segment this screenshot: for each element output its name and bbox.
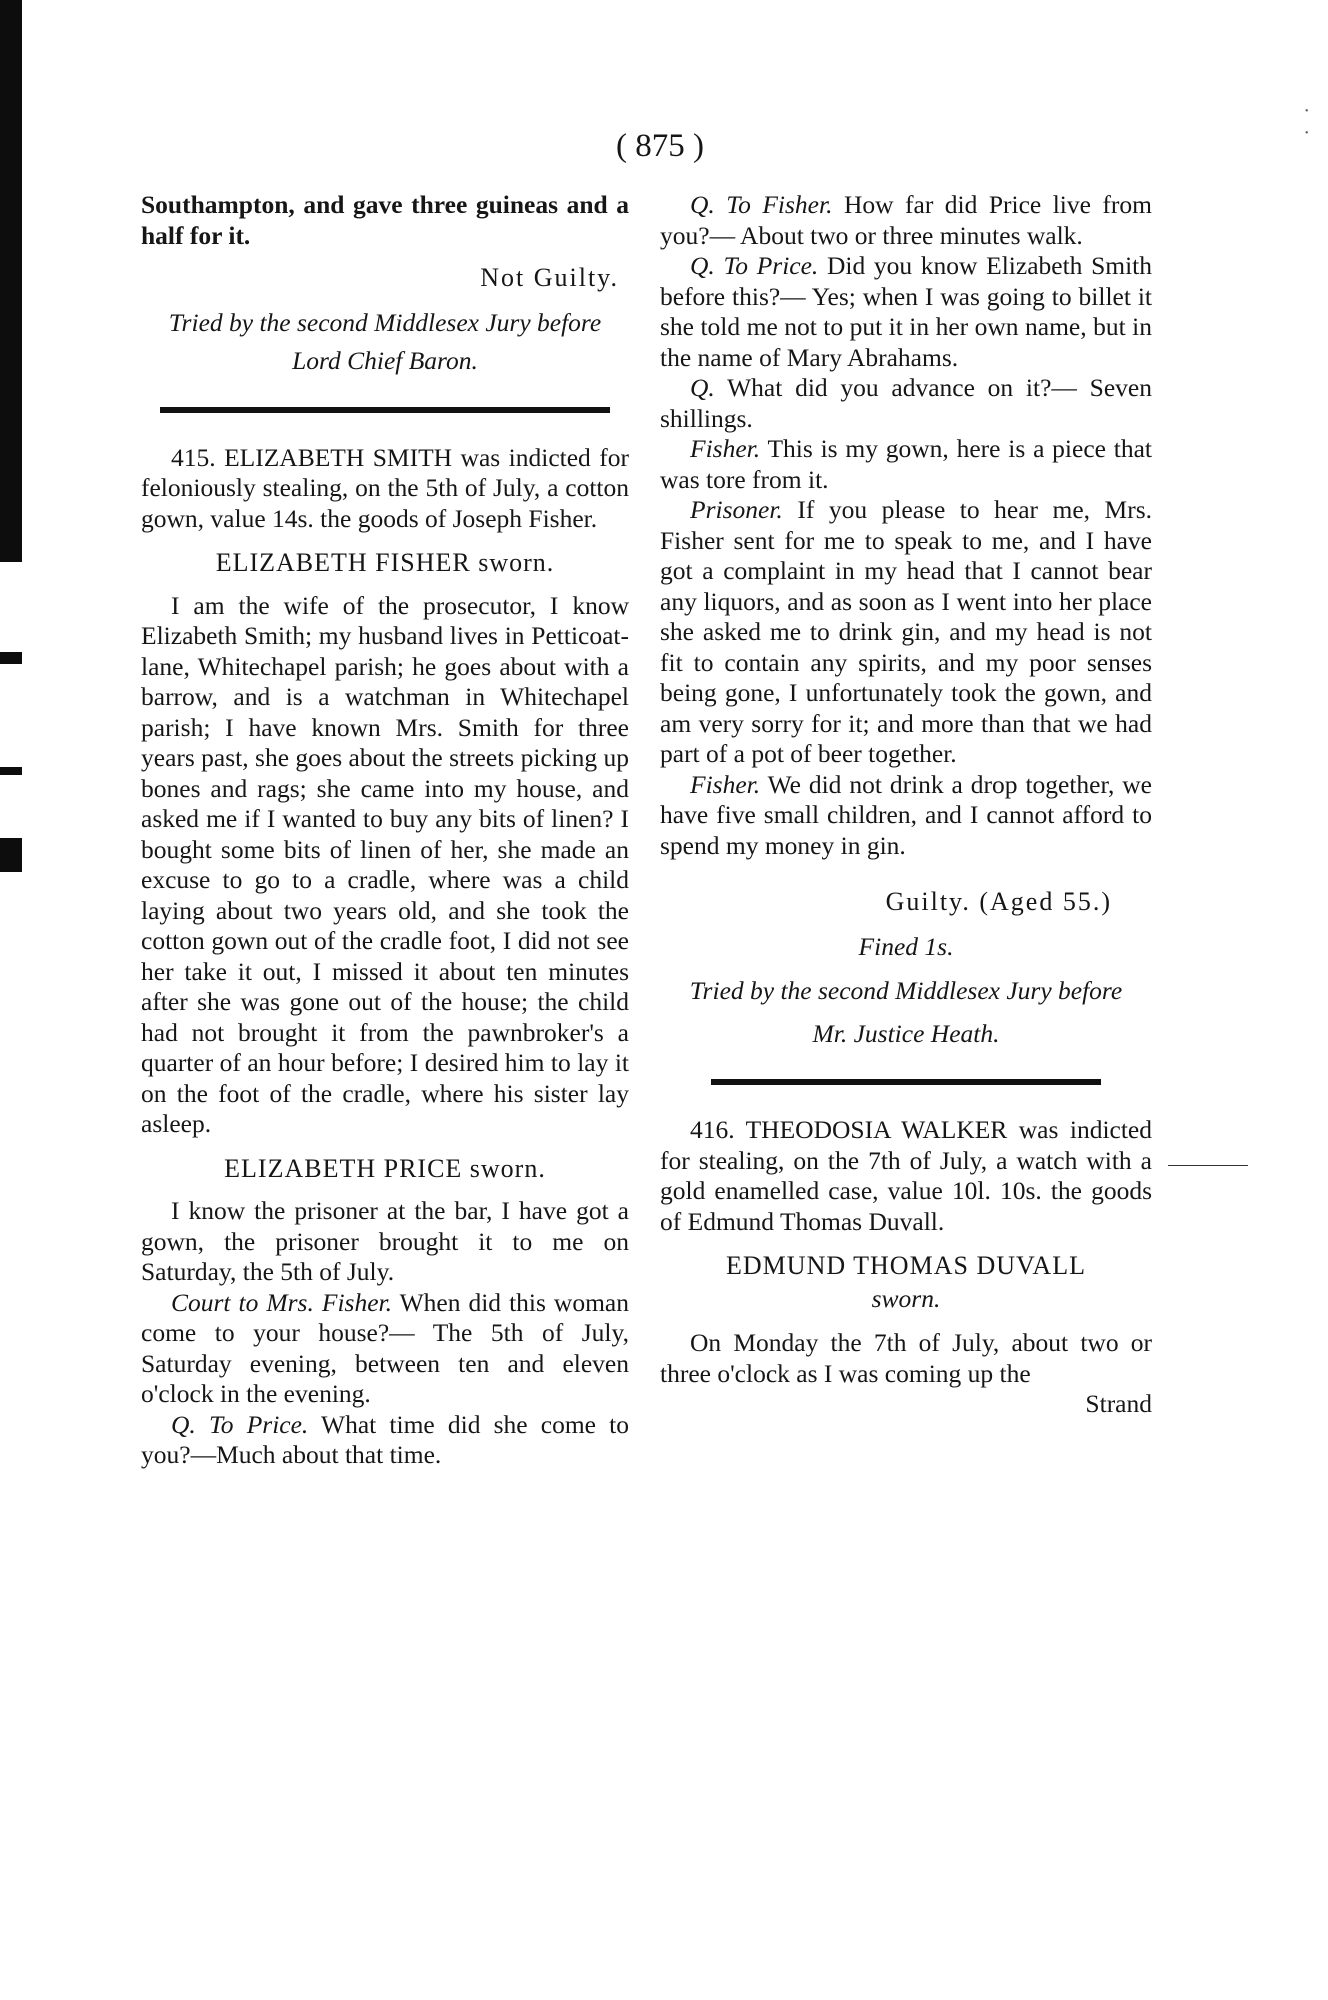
testimony-paragraph [660,434,1152,495]
scan-edge-mark [0,652,22,664]
verdict: Guilty. (Aged 55.) [885,887,1112,916]
speaker-lead: Fisher. [690,769,761,799]
speaker-lead: Q. To Price. [690,251,819,280]
scan-edge-mark [0,767,22,775]
trial-note-judge: Mr. Justice Heath. [812,1018,1000,1048]
trial-note: Tried by the second Middlesex Jury before [168,307,602,337]
margin-stray-rule [1168,1165,1248,1166]
testimony-paragraph [141,1410,629,1471]
section-rule [160,407,610,413]
trial-note: Tried by the second Middlesex Jury before [689,976,1123,1005]
trial-note-judge: Lord Chief Baron. [292,346,478,375]
left-column [141,190,629,1471]
witness-heading: ELIZABETH PRICE sworn. [224,1153,546,1183]
speaker-lead: Prisoner. [690,495,783,524]
testimony-paragraph [141,1288,629,1410]
witness-heading-sworn: sworn. [871,1283,941,1313]
speaker-lead: Q. To Price. [171,1409,309,1439]
testimony-text: How far did Price live from you?— About two or three minutes walk. [660,190,1153,250]
margin-specks: · · [1303,100,1310,144]
sentence: Fined 1s. [858,931,954,961]
scan-edge-mark [0,838,22,872]
testimony-text: What did you advance on it?— Seven shillings. [660,373,1152,433]
testimony-paragraph [660,190,1152,251]
testimony-text: If you please to hear me, Mrs. Fisher sent for me to speak to me, and I have got a complaint in my head that I cannot bear any liquors, and as soon as I went into her place she asked me to drink gin, and my head is not fit to contain any spirits, and my poor senses being gone, I unfortunately took the gown, and am very sorry for it; and more than that we had part of a pot of beer together. [660,495,1153,768]
verdict: Not Guilty. [480,263,619,292]
scan-edge-bar [0,0,22,562]
testimony-paragraph [660,373,1152,434]
paragraph: Southampton, and gave three guineas and a half for it. [141,190,629,250]
indictment-paragraph: 415. ELIZABETH SMITH was indicted for feloniously stealing, on the 5th of July, a cotton gown, value 14s. the goods of Joseph Fisher. [141,442,629,533]
right-column [660,190,1152,1420]
testimony-text: This is my gown, here is a piece that was tore from it. [660,434,1153,494]
testimony-text: We did not drink a drop together, we have five small children, and I cannot afford to spend my money in gin. [660,769,1152,860]
testimony-paragraph: On Monday the 7th of July, about two or three o'clock as I was coming up the [660,1328,1152,1388]
testimony-paragraph: I know the prisoner at the bar, I have got a gown, the prisoner brought it to me on Saturday, the 5th of July. [141,1196,629,1286]
witness-heading: ELIZABETH FISHER sworn. [215,548,555,577]
catchword: Strand [1085,1389,1152,1418]
witness-heading: EDMUND THOMAS DUVALL [726,1251,1086,1280]
testimony-paragraph [660,251,1152,373]
indictment-paragraph: 416. THEODOSIA WALKER was indicted for stealing, on the 7th of July, a watch with a gold enamelled case, value 10l. 10s. the goods of Edmund Thomas Duvall. [660,1115,1152,1236]
testimony-text: When did this woman come to your house?— The 5th of July, Saturday evening, between ten and eleven o'clock in the evening. [141,1287,629,1408]
speaker-lead: Q. [690,373,715,402]
testimony-paragraph [660,495,1152,770]
page-number: ( 875 ) [616,128,704,164]
section-rule [711,1079,1101,1085]
testimony-paragraph: I am the wife of the prosecutor, I know Elizabeth Smith; my husband lives in Petticoat-lane, Whitechapel parish; he goes about with a barrow, and is a watchman in Whitechapel parish; I have known Mrs. Smith for three years past, she goes about the streets picking up bones and rags; she came into my house, and asked me if I wanted to buy any bits of linen? I bought some bits of linen of her, she made an excuse to go to a cradle, where was a child laying about two years old, and she took the cotton gown out of the cradle foot, I did not see her take it out, I missed it about ten minutes after she was gone out of the house; the child had not brought it from the pawnbroker's a quarter of an hour before; I desired him to lay it on the foot of the cradle, where his sister lay asleep. [141,590,629,1138]
speaker-lead: Court to Mrs. Fisher. [171,1287,392,1317]
testimony-text: What time did she come to you?—Much about that time. [141,1409,629,1469]
testimony-text: Did you know Elizabeth Smith before this?— Yes; when I was going to billet it she told me not to put it in her own name, but in the name of Mary Abrahams. [660,251,1153,372]
speaker-lead: Fisher. [690,434,761,463]
testimony-paragraph [660,770,1152,862]
speaker-lead: Q. To Fisher. [690,190,833,219]
